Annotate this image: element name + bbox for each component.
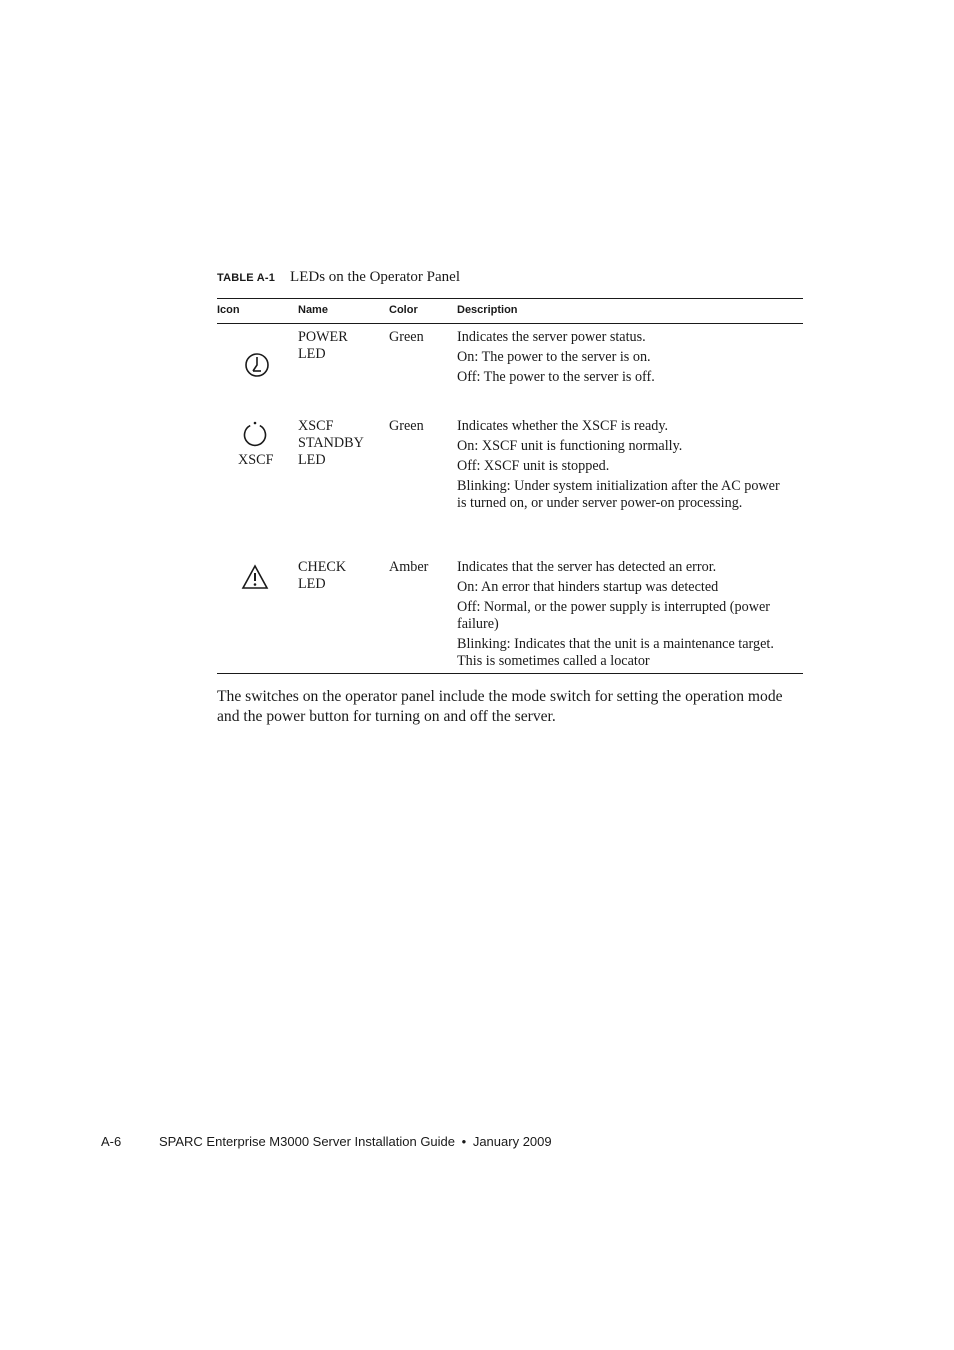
name-line: XSCF [298, 418, 334, 434]
row-description [457, 329, 797, 389]
footer-separator: • [461, 1134, 467, 1149]
description-line: Off: XSCF unit is stopped. [457, 458, 610, 474]
table-tag: TABLE A-1 [217, 272, 276, 284]
row-name [298, 329, 348, 363]
description-line: Blinking: Under system initialization after the AC power is turned on, or under server power-on processing. [457, 478, 780, 511]
row-color: Amber [389, 559, 429, 575]
description-line: Indicates that the server has detected an error. [457, 559, 717, 575]
header-color: Color [389, 304, 418, 316]
name-line: POWER [298, 329, 348, 345]
icon-label: XSCF [238, 452, 274, 468]
footer-title: SPARC Enterprise M3000 Server Installation Guide [159, 1134, 456, 1149]
header-name: Name [298, 304, 328, 316]
name-line: STANDBY [298, 435, 364, 451]
warning-icon [241, 564, 269, 595]
name-line: LED [298, 452, 326, 468]
table-top-rule [217, 298, 803, 299]
page-number: A-6 [101, 1134, 122, 1149]
description-line: Indicates whether the XSCF is ready. [457, 418, 669, 434]
description-line: On: XSCF unit is functioning normally. [457, 438, 683, 454]
table-bottom-rule [217, 673, 803, 674]
power-icon [244, 352, 270, 383]
standby-icon [242, 420, 268, 453]
name-line: LED [298, 346, 326, 362]
name-line: LED [298, 576, 326, 592]
header-description: Description [457, 304, 518, 316]
description-line: Indicates the server power status. [457, 329, 646, 345]
header-icon: Icon [217, 304, 240, 316]
table-caption [217, 269, 460, 286]
description-line: Off: Normal, or the power supply is interrupted (power failure) [457, 599, 770, 632]
row-description [457, 559, 787, 673]
description-line: Blinking: Indicates that the unit is a maintenance target. This is sometimes called a locator [457, 636, 774, 669]
footer-date: January 2009 [472, 1134, 552, 1149]
name-line: CHECK [298, 559, 347, 575]
header-bottom-rule [217, 323, 803, 324]
row-color: Green [389, 418, 424, 434]
description-line: On: An error that hinders startup was detected [457, 579, 719, 595]
footer-text [159, 1134, 552, 1149]
row-description [457, 418, 787, 515]
table-title: LEDs on the Operator Panel [290, 269, 460, 285]
description-line: Off: The power to the server is off. [457, 369, 655, 385]
row-name [298, 559, 346, 593]
body-paragraph: The switches on the operator panel include the mode switch for setting the operation mode and the power button for turning on and off the server. [217, 688, 783, 725]
row-name [298, 418, 364, 469]
description-line: On: The power to the server is on. [457, 349, 651, 365]
row-color: Green [389, 329, 424, 345]
